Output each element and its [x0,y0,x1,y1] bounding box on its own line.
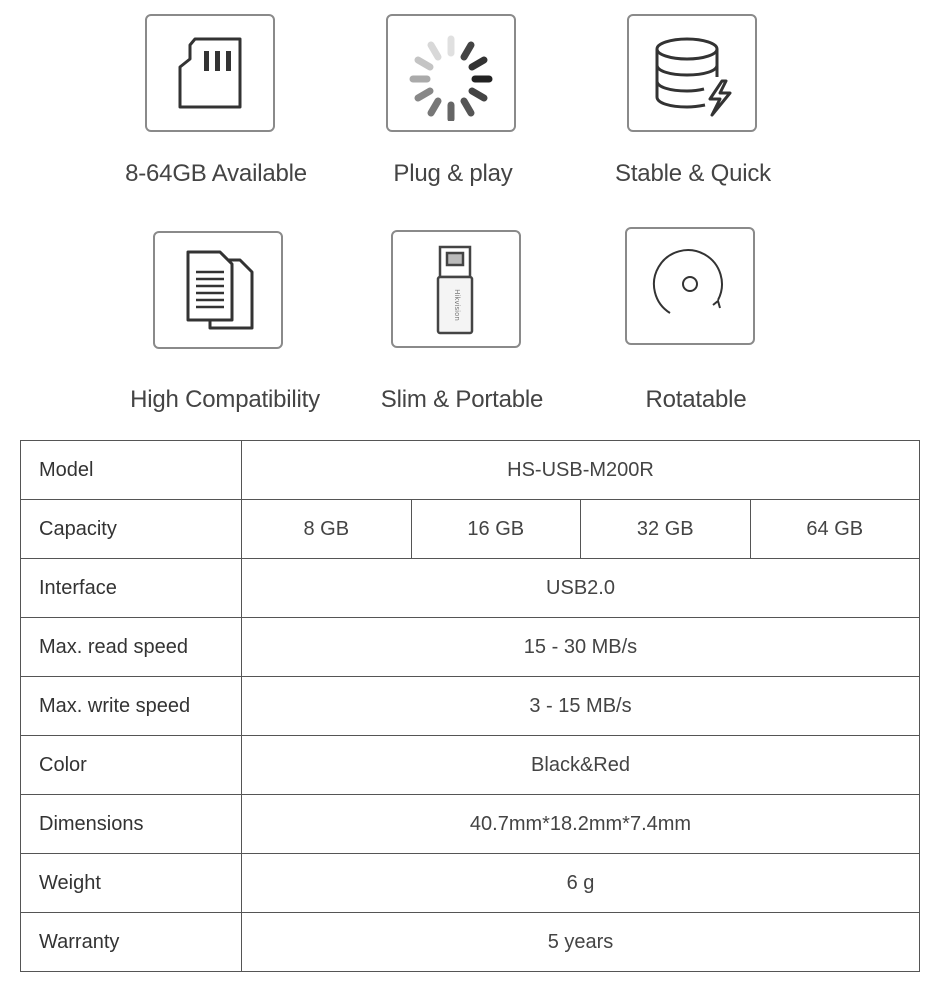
spec-label: Weight [21,854,242,913]
feature-stable-quick-box [627,14,757,132]
spec-value-color: Black&Red [242,736,920,795]
table-row [21,500,920,559]
rotate-disc-icon [640,238,740,334]
feature-label: Rotatable [645,386,747,413]
table-row [21,441,920,500]
spec-value-capacity: 32 GB [581,500,751,559]
feature-label: Plug & play [393,160,513,187]
feature-rotatable-box [625,227,755,345]
spec-label: Color [21,736,242,795]
feature-label: Stable & Quick [615,160,771,187]
table-row [21,795,920,854]
documents-icon [168,242,268,338]
spec-value-capacity: 16 GB [411,500,581,559]
spec-label: Max. read speed [21,618,242,677]
spec-value-capacity: 8 GB [242,500,412,559]
spec-label: Max. write speed [21,677,242,736]
spec-value-dimensions: 40.7mm*18.2mm*7.4mm [242,795,920,854]
usb-drive-icon [406,241,506,337]
spec-label: Warranty [21,913,242,972]
spec-value-capacity: 64 GB [750,500,920,559]
spec-label: Interface [21,559,242,618]
table-row [21,913,920,972]
spec-label: Dimensions [21,795,242,854]
spec-value-weight: 6 g [242,854,920,913]
database-lightning-icon [642,25,742,121]
spec-label: Model [21,441,242,500]
spec-table [20,440,920,972]
micro-sd-card-icon [160,25,260,121]
feature-capacity-box [145,14,275,132]
table-row [21,618,920,677]
table-row [21,736,920,795]
feature-plug-play-box [386,14,516,132]
feature-label: High Compatibility [130,386,320,413]
spec-value-write-speed: 3 - 15 MB/s [242,677,920,736]
spec-label: Capacity [21,500,242,559]
feature-compatibility-box [153,231,283,349]
drive-brand-text: Hikvision [453,289,461,321]
table-row [21,559,920,618]
feature-slim-portable-box [391,230,521,348]
feature-label: Slim & Portable [380,386,544,413]
spec-value-model: HS-USB-M200R [242,441,920,500]
feature-label: 8-64GB Available [125,160,307,187]
spec-value-interface: USB2.0 [242,559,920,618]
spec-value-read-speed: 15 - 30 MB/s [242,618,920,677]
spec-value-warranty: 5 years [242,913,920,972]
table-row [21,677,920,736]
table-row [21,854,920,913]
loading-spinner-icon [401,25,501,121]
